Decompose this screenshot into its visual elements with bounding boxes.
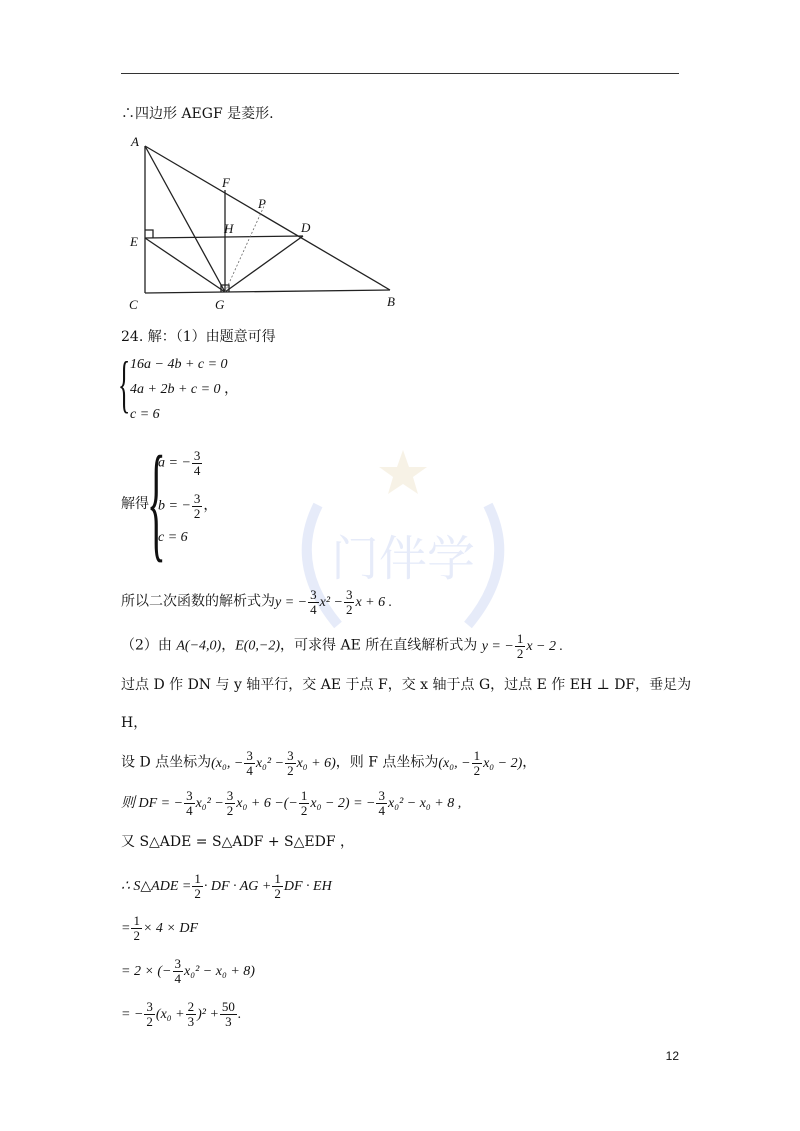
label-H: H	[224, 221, 234, 236]
quadratic-result: 所以二次函数的解析式为y = − $\frac{3}{4}$ x² − $\frac{3}{2}$ x + 6 .	[121, 587, 393, 617]
rhombus-conclusion: ∴四边形 AEGF 是菱形.	[121, 106, 274, 122]
label-E: E	[130, 234, 138, 249]
area-formula-line: ∴ S△ADE = $\frac{1}{2}$ · DF · AG + $\frac{1}{2}$ DF · EH	[121, 871, 332, 901]
construction-line: 过点 D 作 DN 与 y 轴平行，交 AE 于点 F，交 x 轴于点 G，过点 E 作 EH ⊥ DF，垂足为	[121, 677, 692, 693]
label-C: C	[129, 297, 138, 312]
page-number: 12	[665, 1049, 679, 1063]
system1-eq1: 16a − 4b + c = 0	[130, 357, 228, 372]
star-icon	[379, 450, 427, 494]
right-angle-E	[145, 230, 153, 238]
construction-line-end: H，	[121, 715, 148, 731]
system1-eq2: 4a + 2b + c = 0 ，	[130, 382, 239, 397]
segment-DG	[225, 236, 303, 292]
solve-label: 解得	[121, 496, 149, 512]
sol-c: c = 6	[158, 530, 188, 545]
area-sum-line: 又 S△ADE = S△ADF + S△EDF ，	[121, 834, 354, 850]
coordinate-line: 设 D 点坐标为(x₀, − $\frac{3}{4}$ x₀² − $\frac{3}{2}$ x₀ + 6)，则 F 点坐标为(x₀, − $\frac{1}{2}$ x₀ − 2)，	[121, 748, 537, 778]
label-B: B	[387, 294, 395, 309]
df-line: 则 DF = − $\frac{3}{4}$ x₀² − $\frac{3}{2}$ x₀ + 6 −(− $\frac{1}{2}$ x₀ − 2) = − $\frac{3}{4}$ x₀² − x₀ + 8 ,	[121, 788, 462, 818]
sol-a: a = − $\frac{3}{4}$	[158, 448, 201, 478]
area-step-1: = $\frac{1}{2}$ × 4 × DF	[121, 913, 199, 943]
segment-EG	[145, 238, 225, 292]
sol-b: b = − $\frac{3}{2}$ ，	[158, 491, 218, 521]
segment-AG	[145, 146, 225, 292]
part2-line: （2）由 A(−4,0)，E(0,−2)，可求得 AE 所在直线解析式为 y = − $\frac{1}{2}$ x − 2 .	[121, 631, 563, 661]
label-F: F	[222, 175, 230, 190]
q24-title: 24. 解：（1）由题意可得	[121, 329, 276, 345]
label-G: G	[215, 297, 225, 312]
segment-GP	[225, 204, 265, 292]
watermark-text: 门伴学	[330, 533, 476, 586]
segment-ED	[145, 236, 303, 238]
system-brace-2: {	[147, 430, 166, 574]
segment-AB	[145, 146, 390, 290]
geometry-figure	[125, 132, 415, 312]
system1-eq3: c = 6	[130, 407, 160, 422]
area-step-2: = 2 × (− $\frac{3}{4}$ x₀² − x₀ + 8)	[121, 956, 255, 986]
label-P: P	[258, 196, 266, 211]
system-brace-1: {	[118, 348, 131, 419]
segment-CB	[145, 290, 390, 293]
label-A: A	[131, 134, 139, 149]
header-rule	[121, 73, 679, 74]
label-D: D	[301, 220, 311, 235]
area-step-3: = − $\frac{3}{2}$ (x₀ + $\frac{2}{3}$ )² + $\frac{50}{3}$ .	[121, 999, 242, 1029]
